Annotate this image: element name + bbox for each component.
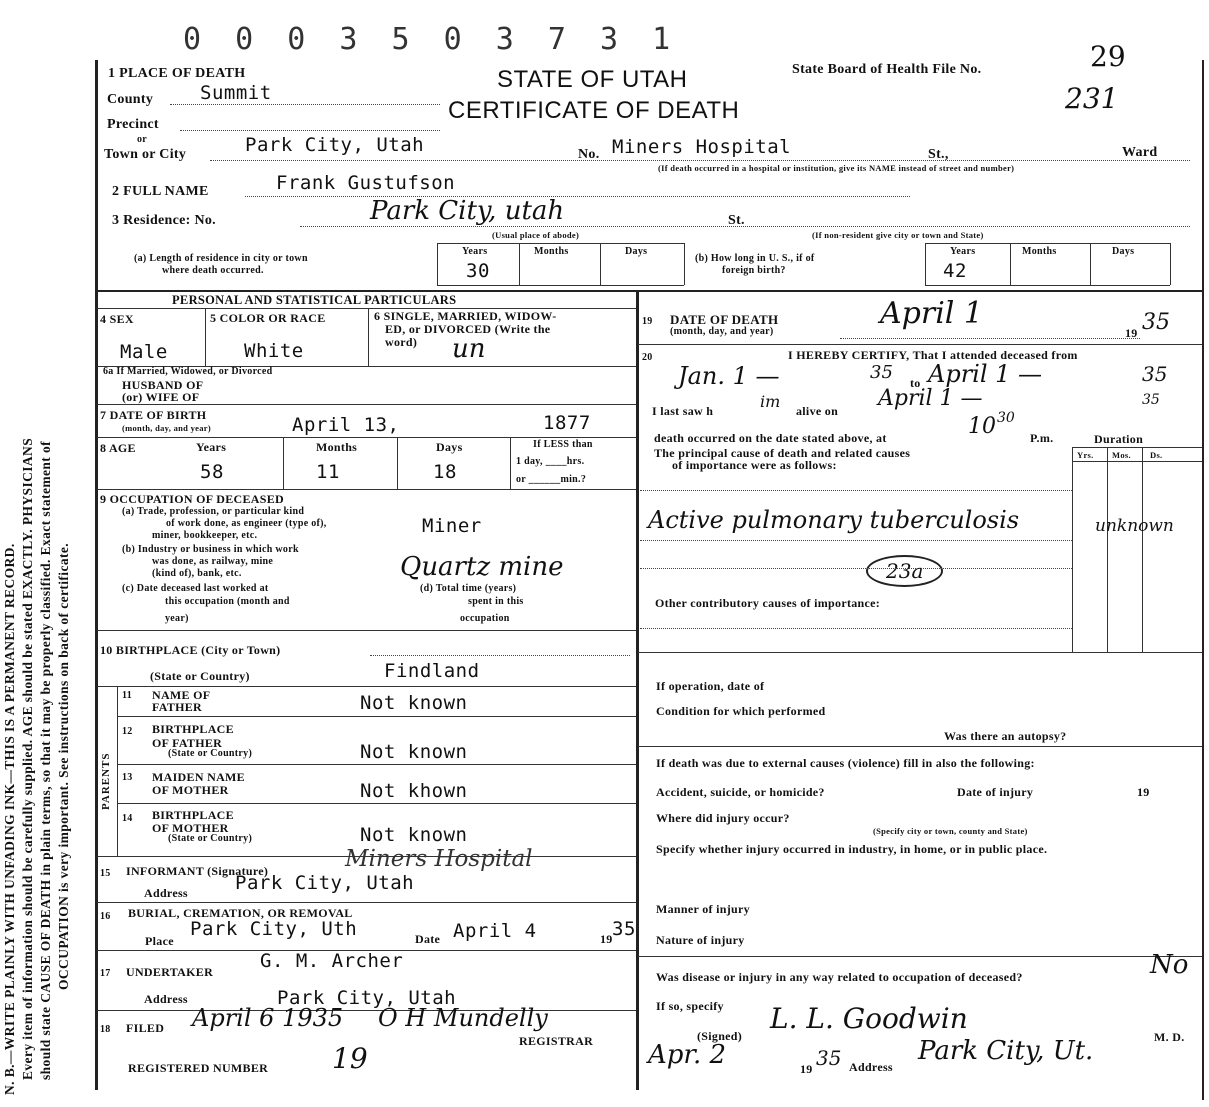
age-years-value: 58 bbox=[200, 461, 224, 483]
father-value: Not known bbox=[360, 692, 468, 714]
informant-signature: Miners Hospital bbox=[345, 846, 533, 872]
related-value: No bbox=[1150, 950, 1189, 980]
burial-label: BURIAL, CREMATION, OR REMOVAL bbox=[128, 906, 353, 920]
residence-value: Park City, utah bbox=[370, 196, 565, 226]
signed-year-prefix: 19 bbox=[800, 1062, 813, 1076]
filed-label: FILED bbox=[126, 1021, 165, 1035]
attended-to: April 1 — bbox=[928, 360, 1043, 388]
burial-year-prefix: 19 bbox=[600, 932, 613, 946]
mother-value: Not khown bbox=[360, 780, 468, 802]
last-saw-date: April 1 — bbox=[878, 386, 983, 411]
county-value: Summit bbox=[200, 82, 272, 104]
autopsy-label: Was there an autopsy? bbox=[944, 729, 1067, 743]
death-date-label-b: (month, day, and year) bbox=[670, 326, 774, 337]
operation-label: If operation, date of bbox=[656, 679, 765, 693]
town-value: Park City, Utah bbox=[245, 134, 425, 156]
residence-st-label: St. bbox=[728, 213, 745, 228]
death-date-value: April 1 bbox=[880, 296, 984, 331]
residence-label: 3 Residence: No. bbox=[112, 213, 216, 228]
contributory-label: Other contributory causes of importance: bbox=[655, 596, 881, 610]
side-note-line-4: OCCUPATION is very important. See instructions on back of certificate. bbox=[56, 542, 71, 990]
industry-label-2: was done, as railway, mine bbox=[152, 556, 274, 567]
foreign-label-a: (b) How long in U. S., if of bbox=[695, 253, 815, 264]
cause-duration-value: unknown bbox=[1095, 516, 1174, 536]
age-days-label: Days bbox=[436, 440, 463, 454]
age-years-label: Years bbox=[196, 440, 227, 454]
age-label: 8 AGE bbox=[100, 441, 136, 455]
trade-label-1: (a) Trade, profession, or particular kind bbox=[122, 506, 305, 517]
father-label-a: NAME OF bbox=[152, 688, 211, 702]
dob-label-a: 7 DATE OF BIRTH bbox=[100, 408, 207, 422]
attended-to-label: to bbox=[910, 376, 921, 390]
last-saw-pronoun: im bbox=[760, 392, 781, 411]
dob-label-b: (month, day, and year) bbox=[122, 423, 212, 433]
burial-place-label: Place bbox=[145, 934, 174, 948]
father-label-b: FATHER bbox=[152, 700, 203, 714]
foreign-label-b: foreign birth? bbox=[722, 265, 786, 276]
board-file-label: State Board of Health File No. bbox=[792, 62, 982, 77]
total-time-label-1: (d) Total time (years) bbox=[420, 583, 517, 594]
dob-value: April 13, bbox=[292, 414, 400, 436]
total-time-label-3: occupation bbox=[460, 613, 510, 624]
trade-value: Miner bbox=[422, 515, 482, 537]
mother-bp-label-a: BIRTHPLACE bbox=[152, 808, 234, 822]
state-title: STATE OF UTAH bbox=[497, 66, 688, 93]
street-label: St., bbox=[928, 147, 949, 162]
institution-value: Miners Hospital bbox=[612, 136, 792, 158]
mother-label-a: MAIDEN NAME bbox=[152, 770, 245, 784]
burial-place-value: Park City, Uth bbox=[190, 918, 358, 940]
cause-code: 23a bbox=[866, 555, 943, 587]
specify-label: Specify whether injury occurred in industry, in home, or in public place. bbox=[656, 842, 1048, 856]
total-time-label-2: spent in this bbox=[468, 596, 524, 607]
md-label: M. D. bbox=[1154, 1030, 1185, 1044]
board-file-number: 29 bbox=[1090, 40, 1126, 73]
registrar-signature: O H Mundelly bbox=[378, 1004, 548, 1032]
informant-label: INFORMANT (Signature) bbox=[126, 864, 269, 878]
signed-year-value: 35 bbox=[816, 1046, 842, 1070]
sex-label: 4 SEX bbox=[100, 312, 134, 326]
age-days-value: 18 bbox=[433, 461, 457, 483]
physician-signature: L. L. Goodwin bbox=[770, 1002, 968, 1035]
mother-birthplace-value: Not known bbox=[360, 824, 468, 846]
duration-ds-label: Ds. bbox=[1150, 450, 1163, 460]
death-time-suffix: P.m. bbox=[1030, 431, 1054, 445]
full-name-value: Frank Gustufson bbox=[276, 172, 456, 194]
physician-address-value: Park City, Ut. bbox=[918, 1036, 1094, 1066]
industry-value: Quartz mine bbox=[400, 552, 564, 582]
trade-label-2: of work done, as engineer (type of), bbox=[166, 518, 327, 529]
condition-label: Condition for which performed bbox=[656, 704, 826, 718]
death-time: 10 bbox=[968, 414, 996, 439]
last-saw-year: 35 bbox=[1142, 392, 1160, 408]
birthplace-label: 10 BIRTHPLACE (City or Town) bbox=[100, 643, 281, 657]
abode-note: (Usual place of abode) bbox=[492, 230, 580, 240]
board-sub-number: 231 bbox=[1065, 82, 1119, 115]
where-note: (Specify city or town, county and State) bbox=[873, 826, 1028, 836]
occurred-label: death occurred on the date stated above, at bbox=[654, 431, 887, 445]
dob-year-value: 1877 bbox=[543, 412, 591, 434]
race-label: 5 COLOR OR RACE bbox=[210, 311, 326, 325]
duration-mos-label: Mos. bbox=[1112, 450, 1131, 460]
sex-value: Male bbox=[120, 341, 168, 363]
spouse-label-b: HUSBAND OF bbox=[122, 378, 204, 392]
father-bp-label-b: OF FATHER bbox=[152, 736, 223, 750]
if-so-label: If so, specify bbox=[656, 999, 724, 1013]
accident-label: Accident, suicide, or homicide? bbox=[656, 785, 825, 799]
burial-date-value: April 4 bbox=[453, 920, 537, 942]
foreign-days-label: Days bbox=[1112, 246, 1135, 257]
attended-from-year: 35 bbox=[870, 362, 893, 383]
marital-label-a: 6 SINGLE, MARRIED, WIDOW- bbox=[374, 309, 557, 323]
less-label-a: If LESS than bbox=[533, 439, 593, 450]
or-label: or bbox=[137, 134, 148, 145]
personal-heading: PERSONAL AND STATISTICAL PARTICULARS bbox=[172, 293, 457, 307]
length-days-label: Days bbox=[625, 246, 648, 257]
certificate-title: CERTIFICATE OF DEATH bbox=[448, 97, 740, 124]
birthplace-state-label: (State or Country) bbox=[150, 669, 250, 683]
side-note-line-1: N. B.—WRITE PLAINLY WITH UNFADING INK—THIS IS A PERMANENT RECORD. bbox=[2, 543, 17, 1095]
undertaker-address-label: Address bbox=[144, 992, 188, 1006]
less-label-b: 1 day, ____hrs. bbox=[516, 456, 585, 467]
alive-label: alive on bbox=[796, 404, 839, 418]
birthplace-value: Findland bbox=[384, 660, 480, 682]
side-note-line-2: Every item of information should be carefully supplied. AGE should be stated EXACTLY. PHYSICIANS bbox=[20, 437, 35, 1080]
injury-date-label: Date of injury bbox=[957, 785, 1034, 799]
undertaker-name: G. M. Archer bbox=[260, 950, 404, 972]
place-heading: 1 PLACE OF DEATH bbox=[108, 66, 246, 81]
marital-label-b: ED, or DIVORCED (Write the bbox=[385, 322, 551, 336]
undertaker-address-value: Park City, Utah bbox=[277, 987, 457, 1009]
length-years-value: 30 bbox=[466, 260, 490, 282]
signed-date: Apr. 2 bbox=[648, 1040, 727, 1070]
burial-date-label: Date bbox=[415, 932, 441, 946]
death-date-label-a: DATE OF DEATH bbox=[670, 312, 779, 327]
spouse-label-a: 6a If Married, Widowed, or Divorced bbox=[103, 366, 273, 377]
nonresident-note: (If non-resident give city or town and State) bbox=[812, 230, 984, 240]
external-label: If death was due to external causes (violence) fill in also the following: bbox=[656, 756, 1035, 770]
manner-label: Manner of injury bbox=[656, 902, 750, 916]
occupation-label: 9 OCCUPATION OF DECEASED bbox=[100, 492, 284, 506]
undertaker-label: UNDERTAKER bbox=[126, 965, 214, 979]
precinct-label: Precinct bbox=[107, 117, 159, 132]
nature-label: Nature of injury bbox=[656, 933, 745, 947]
foreign-months-label: Months bbox=[1022, 246, 1057, 257]
trade-label-3: miner, bookkeeper, etc. bbox=[152, 530, 258, 541]
last-worked-label-3: year) bbox=[165, 613, 189, 624]
age-months-value: 11 bbox=[316, 461, 340, 483]
certify-text: I HEREBY CERTIFY, That I attended deceased from bbox=[788, 348, 1078, 362]
industry-label-3: (kind of), bank, etc. bbox=[152, 568, 242, 579]
foreign-years-label: Years bbox=[950, 246, 976, 257]
attended-from: Jan. 1 — bbox=[678, 362, 780, 390]
ward-label: Ward bbox=[1122, 145, 1158, 160]
town-label: Town or City bbox=[104, 147, 187, 162]
informant-address-label: Address bbox=[144, 886, 188, 900]
filed-date: April 6 1935 bbox=[192, 1004, 344, 1032]
length-years-label: Years bbox=[462, 246, 488, 257]
length-label-b: where death occurred. bbox=[162, 265, 264, 276]
cause-value: Active pulmonary tuberculosis bbox=[648, 506, 1020, 534]
last-worked-label-2: this occupation (month and bbox=[165, 596, 290, 607]
physician-address-label: Address bbox=[849, 1060, 893, 1074]
file-number-stamp: 0 0 0 3 5 0 3 7 3 1 bbox=[183, 22, 679, 57]
mother-bp-label-c: (State or Country) bbox=[168, 833, 253, 844]
side-note-line-3: should state CAUSE OF DEATH in plain terms, so that it may be properly classified. Exact statement of bbox=[38, 440, 53, 1080]
injury-year-prefix: 19 bbox=[1137, 785, 1150, 799]
mother-bp-label-b: OF MOTHER bbox=[152, 821, 229, 835]
death-time-min: 30 bbox=[997, 410, 1015, 426]
registered-number-value: 19 bbox=[332, 1042, 368, 1075]
burial-year-value: 35 bbox=[612, 918, 636, 940]
cause-label-a: The principal cause of death and related causes bbox=[654, 446, 911, 460]
age-months-label: Months bbox=[316, 440, 358, 454]
length-label-a: (a) Length of residence in city or town bbox=[134, 253, 308, 264]
street-no-label: No. bbox=[578, 147, 600, 162]
last-saw-label: I last saw h bbox=[652, 404, 714, 418]
registered-number-label: REGISTERED NUMBER bbox=[128, 1061, 269, 1075]
hospital-note: (If death occurred in a hospital or institution, give its NAME instead of street and number) bbox=[658, 163, 1015, 173]
duration-label: Duration bbox=[1094, 432, 1144, 446]
duration-yrs-label: Yrs. bbox=[1077, 450, 1094, 460]
registrar-label: REGISTRAR bbox=[519, 1034, 594, 1048]
death-year-prefix: 19 bbox=[1125, 326, 1138, 340]
mother-label-b: OF MOTHER bbox=[152, 783, 229, 797]
informant-address-value: Park City, Utah bbox=[235, 872, 415, 894]
race-value: White bbox=[244, 340, 304, 362]
county-label: County bbox=[107, 92, 154, 107]
cause-label-b: of importance were as follows: bbox=[672, 458, 837, 472]
attended-to-year: 35 bbox=[1142, 362, 1168, 386]
industry-label-1: (b) Industry or business in which work bbox=[122, 544, 299, 555]
father-bp-label-c: (State or Country) bbox=[168, 748, 253, 759]
less-label-c: or ______min.? bbox=[516, 474, 587, 485]
marital-value: un bbox=[452, 334, 486, 364]
length-months-label: Months bbox=[534, 246, 569, 257]
full-name-label: 2 FULL NAME bbox=[112, 184, 209, 199]
spouse-label-c: (or) WIFE OF bbox=[122, 390, 200, 404]
where-label: Where did injury occur? bbox=[656, 811, 790, 825]
signed-label: (Signed) bbox=[697, 1029, 743, 1043]
father-birthplace-value: Not known bbox=[360, 741, 468, 763]
last-worked-label-1: (c) Date deceased last worked at bbox=[122, 583, 269, 594]
foreign-years-value: 42 bbox=[943, 260, 967, 282]
father-bp-label-a: BIRTHPLACE bbox=[152, 722, 234, 736]
related-label: Was disease or injury in any way related to occupation of deceased? bbox=[656, 970, 1023, 984]
death-year-value: 35 bbox=[1142, 310, 1170, 335]
parents-label: PARENTS bbox=[100, 752, 112, 810]
marital-label-c: word) bbox=[385, 335, 418, 349]
